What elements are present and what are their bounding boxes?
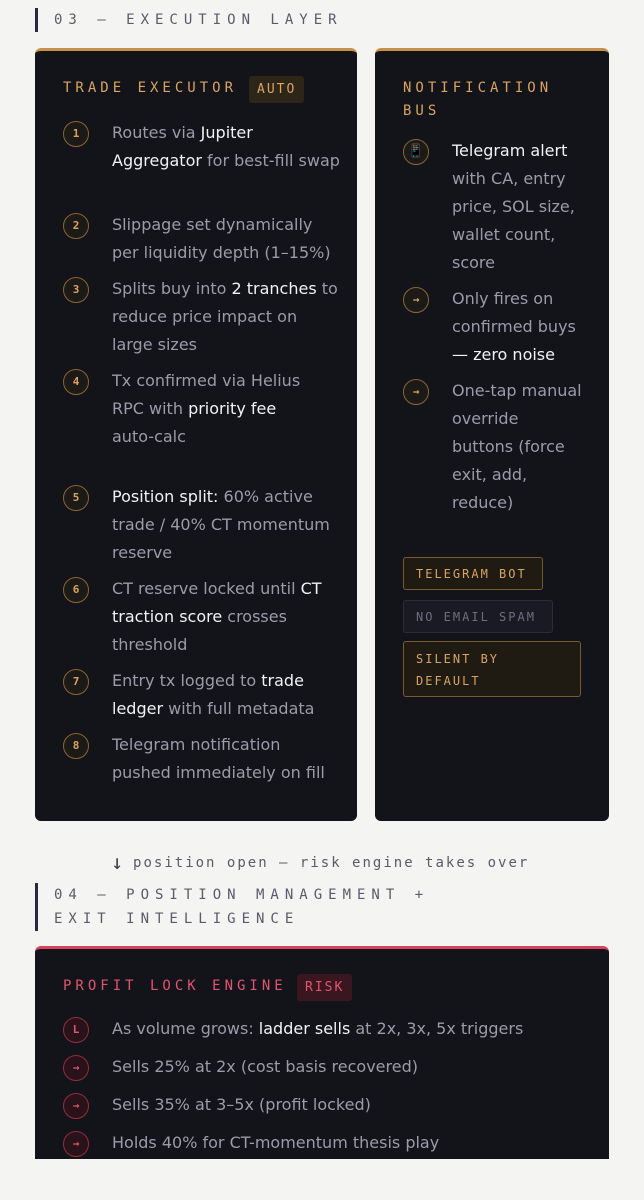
step-number-4-icon: 4 — [63, 369, 89, 395]
tag-no-email-spam: NO EMAIL SPAM — [403, 600, 553, 633]
risk-badge: RISK — [297, 974, 352, 1001]
profit-lock-text: Sells 35% at 3–5x (profit locked) — [112, 1095, 371, 1114]
arrow-right-icon: → — [403, 287, 429, 313]
notification-bus-title: NOTIFICATION BUS — [403, 80, 553, 119]
profit-lock-text: As volume grows: ladder sells at 2x, 3x, 5x triggers — [112, 1019, 524, 1038]
arrow-right-icon: → — [63, 1055, 89, 1081]
step-text: Entry tx logged to trade ledger with full metadata — [112, 671, 315, 718]
profit-lock-engine-title: PROFIT LOCK ENGINE — [63, 978, 287, 994]
step-number-2-icon: 2 — [63, 213, 89, 239]
step-text: Telegram notification pushed immediately on fill — [112, 735, 325, 782]
trade-executor-title: TRADE EXECUTOR — [63, 80, 238, 96]
arrow-right-icon: → — [403, 379, 429, 405]
step-number-6-icon: 6 — [63, 577, 89, 603]
step-number-7-icon: 7 — [63, 669, 89, 695]
notification-text: Only fires on confirmed buys — zero noise — [452, 289, 576, 364]
step-text: Routes via Jupiter Aggregator for best-fill swap — [112, 123, 340, 170]
auto-badge: AUTO — [249, 76, 304, 103]
arrow-down-icon: ↓ — [111, 850, 126, 874]
arrow-right-icon: → — [63, 1093, 89, 1119]
arrow-right-icon: → — [63, 1131, 89, 1157]
ladder-icon: L — [63, 1017, 89, 1043]
step-text: Splits buy into 2 tranches to reduce price impact on large sizes — [112, 279, 338, 354]
step-text: Position split: 60% active trade / 40% CT momentum reserve — [112, 487, 330, 562]
notification-text: One-tap manual override buttons (force exit, add, reduce) — [452, 381, 582, 512]
step-number-1-icon: 1 — [63, 121, 89, 147]
step-number-8-icon: 8 — [63, 733, 89, 759]
profit-lock-engine-card — [35, 946, 609, 1159]
flow-note — [111, 850, 529, 874]
tag-telegram-bot: TELEGRAM BOT — [403, 557, 543, 590]
section-label-execution-layer — [35, 8, 454, 32]
flow-note-text: position open — risk engine takes over — [133, 855, 530, 871]
step-number-5-icon: 5 — [63, 485, 89, 511]
trade-executor-card — [35, 48, 357, 821]
step-text: CT reserve locked until CT traction score crosses threshold — [112, 579, 322, 654]
step-text: Tx confirmed via Helius RPC with priority fee auto-calc — [112, 371, 301, 446]
section-label-text: 03 — EXECUTION LAYER — [54, 12, 343, 28]
step-number-3-icon: 3 — [63, 277, 89, 303]
profit-lock-text: Sells 25% at 2x (cost basis recovered) — [112, 1057, 418, 1076]
tag-silent-by-default: SILENT BY DEFAULT — [403, 641, 581, 697]
section-label-text: 04 — POSITION MANAGEMENT + EXIT INTELLIGENCE — [54, 887, 430, 927]
phone-icon: 📱 — [403, 139, 429, 165]
notification-bus-card — [375, 48, 609, 821]
profit-lock-text: Holds 40% for CT-momentum thesis play — [112, 1133, 440, 1152]
step-text: Slippage set dynamically per liquidity depth (1–15%) — [112, 215, 331, 262]
section-label-position-management — [35, 883, 494, 931]
notification-text: Telegram alert with CA, entry price, SOL size, wallet count, score — [452, 141, 575, 272]
